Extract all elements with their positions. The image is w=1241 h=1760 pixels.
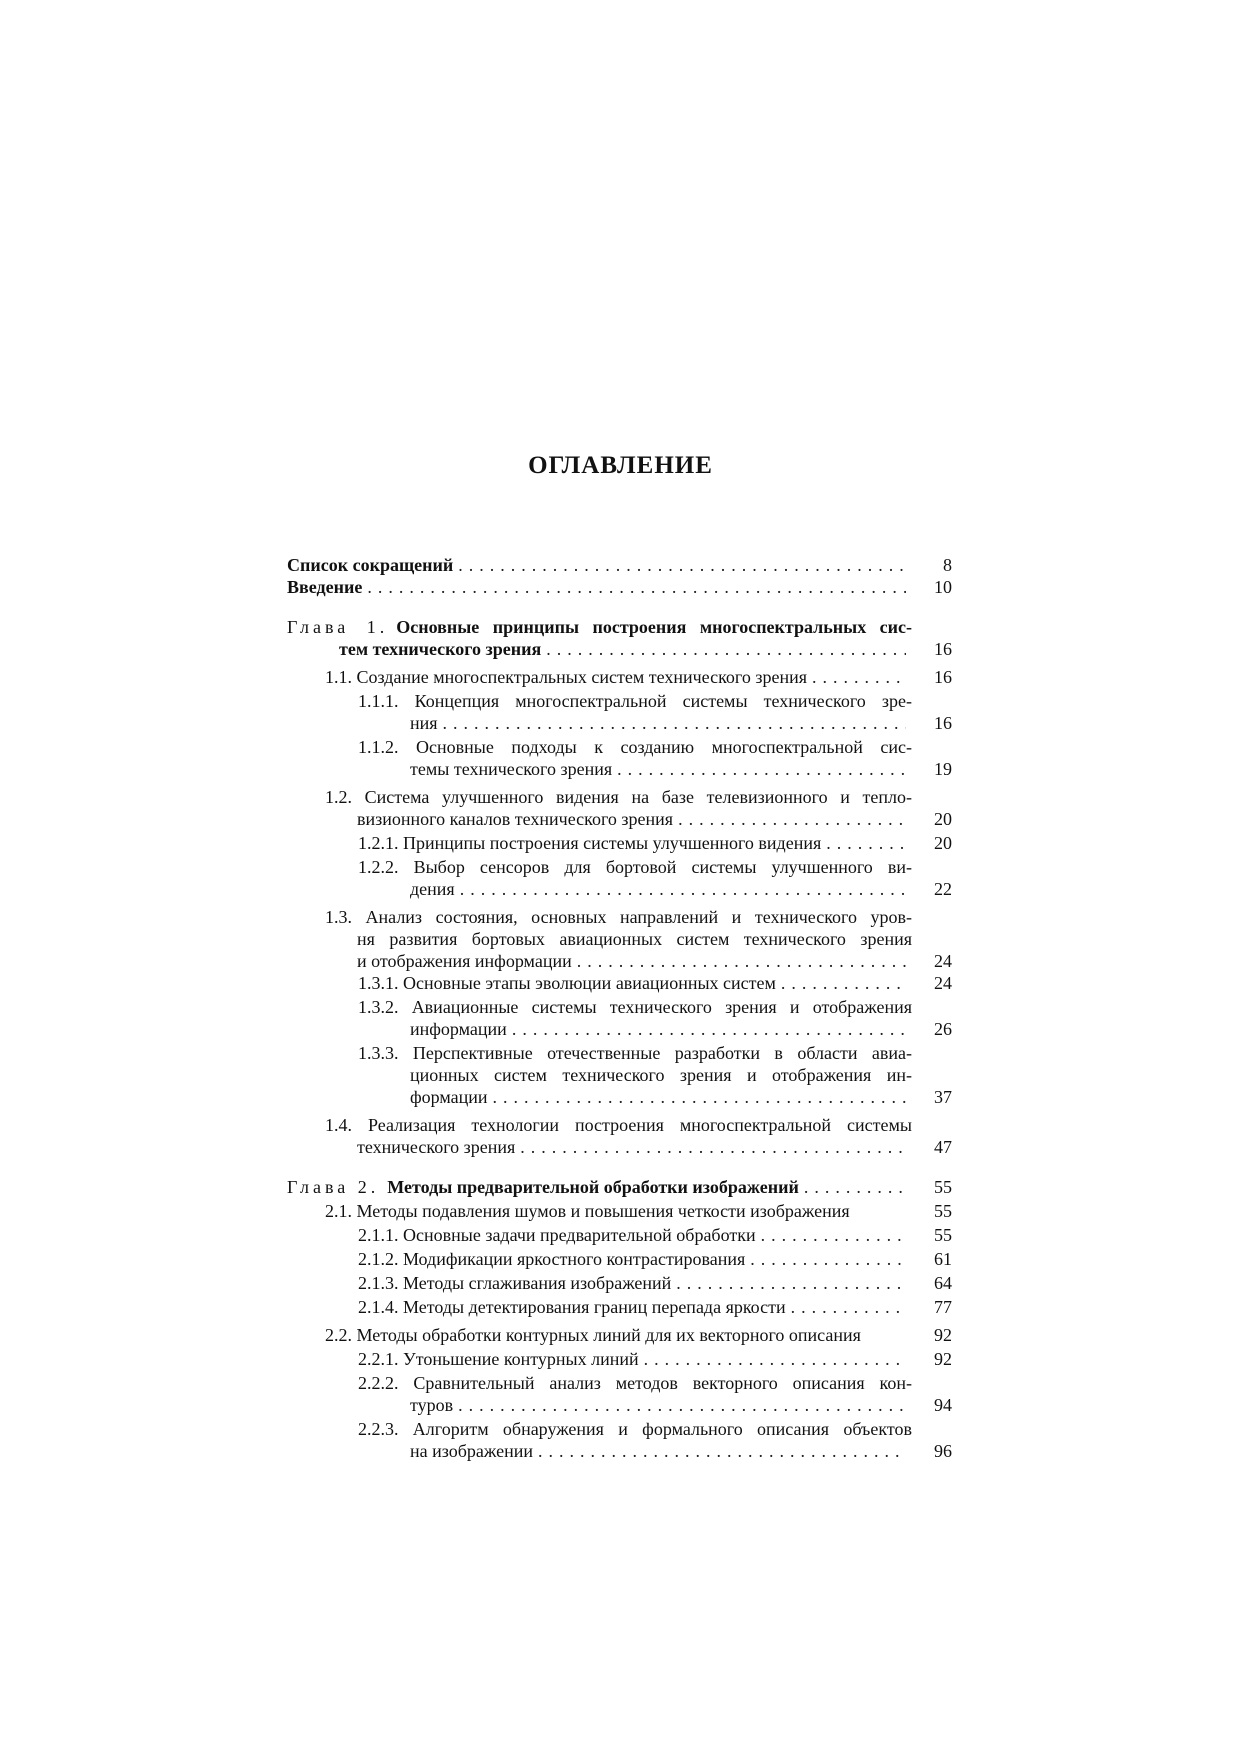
dot-leader xyxy=(791,1296,906,1318)
toc-entry-title: 2.2.1. Утоньшение контурных линий xyxy=(358,1349,639,1369)
toc-entry-title: ня развития бортовых авиационных систем технического зрения xyxy=(357,929,912,949)
toc-page-number: 19 xyxy=(934,759,952,779)
toc-page-number: 8 xyxy=(943,555,952,575)
dot-leader xyxy=(644,1348,906,1370)
toc-subsection-1-2-1[interactable] xyxy=(287,832,952,854)
toc-page-number: 94 xyxy=(934,1395,952,1415)
table-of-contents xyxy=(287,554,952,1462)
dot-leader xyxy=(512,1018,906,1040)
chapter-title-line: Основные принципы построения многоспектральных сис- xyxy=(396,617,912,637)
toc-page-number: 92 xyxy=(934,1325,952,1345)
toc-subsection-2-2-1[interactable] xyxy=(287,1348,952,1370)
toc-subsection-2-1-4[interactable] xyxy=(287,1296,952,1318)
dot-leader xyxy=(781,972,906,994)
toc-page-number: 61 xyxy=(934,1249,952,1269)
toc-page-number: 24 xyxy=(934,973,952,993)
dot-leader xyxy=(367,576,906,598)
toc-subsection-1-3-2[interactable] xyxy=(287,996,952,1040)
toc-entry-title: 1.1.1. Концепция многоспектральной системы технического зре- xyxy=(358,691,912,711)
chapter-title-line: Методы предварительной обработки изображений xyxy=(387,1177,799,1197)
dot-leader xyxy=(678,808,906,830)
dot-leader xyxy=(458,1394,906,1416)
dot-leader xyxy=(761,1224,906,1246)
toc-section-2-1[interactable] xyxy=(287,1200,952,1222)
toc-subsection-1-3-1[interactable] xyxy=(287,972,952,994)
toc-subsection-1-3-3[interactable] xyxy=(287,1042,952,1108)
toc-chapter-1[interactable] xyxy=(287,616,952,660)
toc-subsection-2-2-2[interactable] xyxy=(287,1372,952,1416)
dot-leader xyxy=(804,1176,906,1198)
toc-page-number: 26 xyxy=(934,1019,952,1039)
toc-subsection-1-1-2[interactable] xyxy=(287,736,952,780)
toc-section-1-2[interactable] xyxy=(287,786,952,830)
dot-leader xyxy=(812,666,906,688)
toc-entry-title: 1.3.1. Основные этапы эволюции авиационных систем xyxy=(358,973,776,993)
toc-entry-title: туров xyxy=(410,1395,454,1415)
toc-entry-title: 2.2. Методы обработки контурных линий для их векторного описания xyxy=(325,1325,861,1345)
toc-section-2-2[interactable] xyxy=(287,1324,952,1346)
toc-entry-title: 1.3.2. Авиационные системы технического зрения и отображения xyxy=(358,997,912,1017)
toc-entry-title: 2.1.4. Методы детектирования границ перепада яркости xyxy=(358,1297,786,1317)
toc-section-1-4[interactable] xyxy=(287,1114,952,1158)
toc-entry-title: 1.3. Анализ состояния, основных направлений и технического уров- xyxy=(325,907,912,927)
toc-subsection-2-1-3[interactable] xyxy=(287,1272,952,1294)
toc-entry-title: дения xyxy=(410,879,455,899)
toc-entry-title: ционных систем технического зрения и отображения ин- xyxy=(410,1065,912,1085)
toc-page-number: 55 xyxy=(934,1225,952,1245)
toc-entry-title: 2.1.1. Основные задачи предварительной обработки xyxy=(358,1225,756,1245)
chapter-title-line: тем технического зрения xyxy=(339,639,542,659)
toc-entry-title: визионного каналов технического зрения xyxy=(357,809,674,829)
toc-page-number: 20 xyxy=(934,833,952,853)
toc-entry-title: на изображении xyxy=(410,1441,533,1461)
chapter-label: Глава 2. xyxy=(287,1177,380,1197)
toc-entry-title: 2.1.3. Методы сглаживания изображений xyxy=(358,1273,672,1293)
toc-entry-title: Введение xyxy=(287,577,363,597)
dot-leader xyxy=(493,1086,906,1108)
toc-page-number: 77 xyxy=(934,1297,952,1317)
dot-leader xyxy=(577,950,906,972)
toc-page-number: 24 xyxy=(934,951,952,971)
toc-entry-title: 1.1.2. Основные подходы к созданию многоспектральной сис- xyxy=(358,737,912,757)
toc-section-1-3[interactable] xyxy=(287,906,952,972)
toc-page-number: 22 xyxy=(934,879,952,899)
toc-entry-title: Список сокращений xyxy=(287,555,454,575)
toc-subsection-1-1-1[interactable] xyxy=(287,690,952,734)
toc-entry-title: 1.4. Реализация технологии построения многоспектральной системы xyxy=(325,1115,912,1135)
toc-page-number: 47 xyxy=(934,1137,952,1157)
toc-entry-title: 2.2.3. Алгоритм обнаружения и формального описания объектов xyxy=(358,1419,912,1439)
toc-entry-title: технического зрения xyxy=(357,1137,516,1157)
dot-leader xyxy=(750,1248,906,1270)
toc-entry-title: 2.1.2. Модификации яркостного контрастирования xyxy=(358,1249,746,1269)
toc-page-number: 55 xyxy=(934,1177,952,1197)
toc-subsection-1-2-2[interactable] xyxy=(287,856,952,900)
dot-leader xyxy=(546,638,906,660)
toc-page-number: 92 xyxy=(934,1349,952,1369)
toc-page-number: 16 xyxy=(934,713,952,733)
toc-entry-title: информации xyxy=(410,1019,507,1039)
toc-entry-title: 1.2. Система улучшенного видения на базе телевизионного и тепло- xyxy=(325,787,912,807)
toc-page-number: 16 xyxy=(934,639,952,659)
toc-entry-title: формации xyxy=(410,1087,488,1107)
toc-entry-title: и отображения информации xyxy=(357,951,572,971)
chapter-label: Глава 1. xyxy=(287,617,389,637)
toc-entry-title: 1.1. Создание многоспектральных систем технического зрения xyxy=(325,667,808,687)
dot-leader xyxy=(443,712,906,734)
dot-leader xyxy=(458,554,906,576)
toc-page-number: 20 xyxy=(934,809,952,829)
toc-page-number: 16 xyxy=(934,667,952,687)
toc-section-1-1[interactable] xyxy=(287,666,952,688)
page-title: ОГЛАВЛЕНИЕ xyxy=(528,452,713,479)
toc-entry-title: 1.2.2. Выбор сенсоров для бортовой системы улучшенного ви- xyxy=(358,857,912,877)
dot-leader xyxy=(538,1440,906,1462)
toc-page-number: 96 xyxy=(934,1441,952,1461)
toc-chapter-2[interactable] xyxy=(287,1176,952,1198)
toc-subsection-2-1-2[interactable] xyxy=(287,1248,952,1270)
dot-leader xyxy=(826,832,906,854)
toc-page-number: 37 xyxy=(934,1087,952,1107)
toc-entry-abbreviations[interactable] xyxy=(287,554,952,576)
toc-entry-title: 1.2.1. Принципы построения системы улучшенного видения xyxy=(358,833,822,853)
toc-subsection-2-1-1[interactable] xyxy=(287,1224,952,1246)
toc-subsection-2-2-3[interactable] xyxy=(287,1418,952,1462)
toc-page-number: 10 xyxy=(934,577,952,597)
toc-page-number: 64 xyxy=(934,1273,952,1293)
toc-entry-title: 1.3.3. Перспективные отечественные разработки в области авиа- xyxy=(358,1043,912,1063)
toc-entry-title: темы технического зрения xyxy=(410,759,613,779)
dot-leader xyxy=(676,1272,906,1294)
toc-entry-title: 2.2.2. Сравнительный анализ методов векторного описания кон- xyxy=(358,1373,912,1393)
toc-entry-title: 2.1. Методы подавления шумов и повышения четкости изображения xyxy=(325,1201,850,1221)
dot-leader xyxy=(520,1136,906,1158)
dot-leader xyxy=(617,758,906,780)
toc-entry-title: ния xyxy=(410,713,438,733)
dot-leader xyxy=(460,878,906,900)
toc-page-number: 55 xyxy=(934,1201,952,1221)
toc-entry-introduction[interactable] xyxy=(287,576,952,598)
